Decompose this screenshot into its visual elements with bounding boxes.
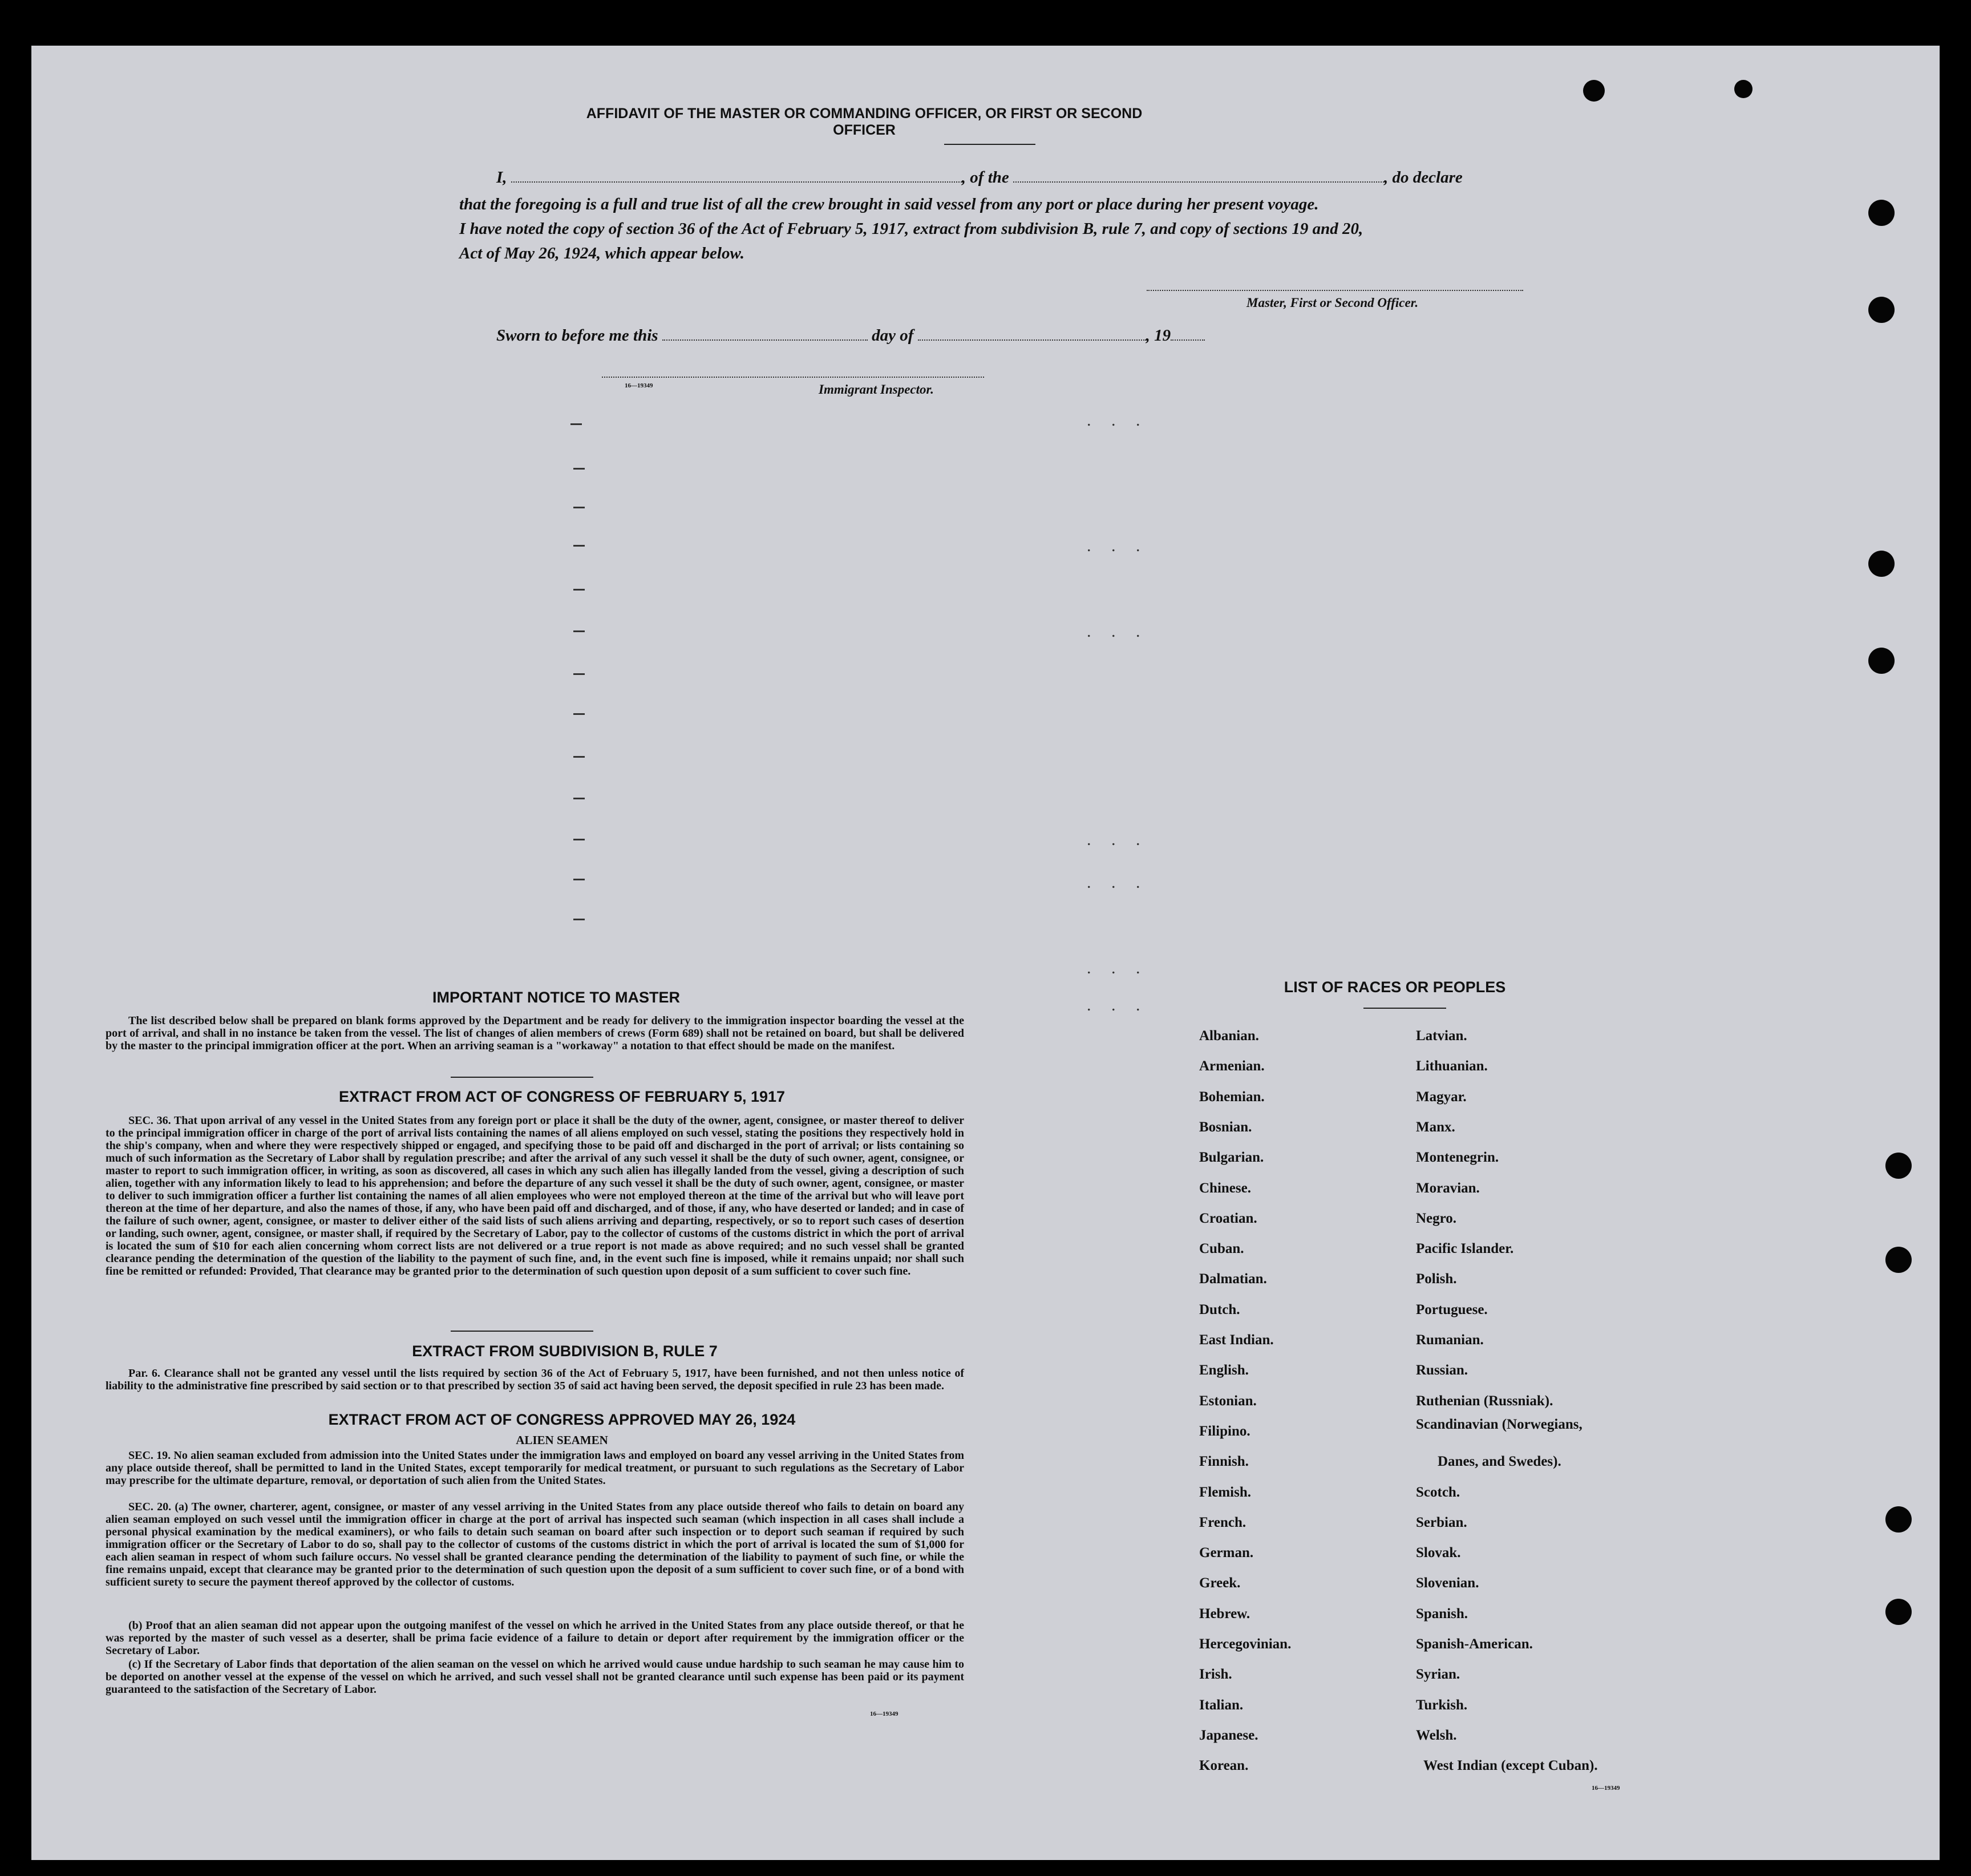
race-item: Hebrew. xyxy=(1199,1606,1250,1622)
affidavit-line-2: that the foregoing is a full and true list of all the crew brought in said vessel from any port or place during her present voyage. xyxy=(459,195,1319,213)
affidavit-line-1 xyxy=(496,168,1580,187)
notice-heading: IMPORTANT NOTICE TO MASTER xyxy=(432,989,680,1006)
punch-hole xyxy=(1885,1153,1912,1179)
race-item: Finnish. xyxy=(1199,1454,1249,1470)
declarant-name-field[interactable] xyxy=(511,181,962,183)
master-signature-label: Master, First or Second Officer. xyxy=(1246,296,1419,310)
sworn-label: Sworn to before me this xyxy=(496,326,658,345)
race-item: Greek. xyxy=(1199,1575,1241,1591)
vessel-name-field[interactable] xyxy=(1013,181,1384,183)
affidavit-line-4: Act of May 26, 1924, which appear below. xyxy=(459,244,744,262)
punch-hole xyxy=(1885,1506,1912,1533)
blank-mark xyxy=(573,507,585,508)
race-item: English. xyxy=(1199,1362,1249,1378)
blank-mark: . . . xyxy=(1087,830,1148,849)
race-item: Dutch. xyxy=(1199,1301,1240,1317)
race-item: Spanish-American. xyxy=(1416,1636,1533,1652)
race-item: Hercegovinian. xyxy=(1199,1636,1292,1652)
affidavit-line-3: I have noted the copy of section 36 of the Act of February 5, 1917, extract from subdivision B, rule 7, and copy of sections 19 and 20, xyxy=(459,220,1363,238)
race-item: Filipino. xyxy=(1199,1423,1250,1439)
declare-label: , do declare xyxy=(1384,168,1463,187)
race-item: Lithuanian. xyxy=(1416,1058,1488,1074)
blank-mark xyxy=(573,545,585,547)
extract-1924-subheading: ALIEN SEAMEN xyxy=(516,1433,608,1447)
blank-mark xyxy=(573,713,585,715)
sworn-day-field[interactable] xyxy=(662,339,868,341)
form-number: 16—19349 xyxy=(870,1711,899,1717)
race-item: Cuban. xyxy=(1199,1241,1244,1257)
race-item: Bosnian. xyxy=(1199,1119,1252,1135)
blank-mark: . . . xyxy=(1087,411,1148,430)
race-item: Spanish. xyxy=(1416,1606,1468,1622)
blank-mark xyxy=(573,589,585,591)
affidavit-title: AFFIDAVIT OF THE MASTER OR COMMANDING OFFICER, OR FIRST OR SECOND OFFICER xyxy=(586,106,1143,138)
race-item: Albanian. xyxy=(1199,1028,1259,1044)
race-item: Serbian. xyxy=(1416,1514,1467,1530)
blank-mark xyxy=(573,630,585,632)
blank-mark xyxy=(573,673,585,675)
race-item: Scotch. xyxy=(1416,1484,1460,1500)
race-item: Armenian. xyxy=(1199,1058,1265,1074)
blank-mark: . . . xyxy=(1087,996,1148,1014)
blank-mark xyxy=(573,468,585,470)
race-item: Italian. xyxy=(1199,1697,1244,1713)
race-item: Syrian. xyxy=(1416,1667,1460,1683)
sworn-month-field[interactable] xyxy=(918,339,1146,341)
inspector-signature-field[interactable] xyxy=(602,377,984,378)
race-item: Rumanian. xyxy=(1416,1332,1484,1348)
punch-hole xyxy=(1885,1599,1912,1625)
blank-mark xyxy=(570,423,582,425)
sec19-body: SEC. 19. No alien seaman excluded from admission into the United States under the immigration laws and employed on board any vessel arriving in the United States from any place outside thereof, shall be permitted to land in the United States, except temporarily for medical treatment, or pursuant to such regulations as the Secretary of Labor may prescribe for the ultimate departure, removal, or deportation of such alien from the United States. xyxy=(106,1449,964,1487)
race-item: Korean. xyxy=(1199,1758,1249,1774)
blank-mark: . . . xyxy=(1087,873,1148,892)
sec20a-body: SEC. 20. (a) The owner, charterer, agent, consignee, or master of any vessel arriving in the United States from any place outside thereof who fails to detain on board any alien seaman employed on such vessel until the immigration officer in charge at the port of arrival has inspected such seaman (which inspection in all cases shall include a personal physical examination by the medical examiners), or who fails to detain such seaman on board after such inspection or to deport such seaman if required by such immigration officer or the Secretary of Labor to do so, shall pay to the collector of customs of the customs district in which the port of arrival is located the sum of $1,000 for each alien seaman in respect of whom such failure occurs. No vessel shall be granted clearance pending the determination of the liability to payment of such fine, or while the fine remains unpaid, except that clearance may be granted prior to the determination of such question upon the deposit of a sum sufficient to cover such fine, or of a bond with sufficient surety to secure the payment thereof approved by the collector of customs. xyxy=(106,1501,964,1588)
race-item: Dalmatian. xyxy=(1199,1271,1267,1287)
race-item: Irish. xyxy=(1199,1667,1232,1683)
form-number: 16—19349 xyxy=(1592,1785,1620,1792)
race-item: Croatian. xyxy=(1199,1210,1257,1226)
race-item: Slovak. xyxy=(1416,1545,1461,1561)
section-divider xyxy=(451,1077,593,1078)
sworn-line xyxy=(496,326,1352,345)
blank-mark xyxy=(573,798,585,799)
race-item: East Indian. xyxy=(1199,1332,1274,1348)
blank-mark: . . . xyxy=(1087,959,1148,977)
punch-hole xyxy=(1868,297,1895,323)
race-item: French. xyxy=(1199,1514,1246,1530)
year-label: , 19 xyxy=(1146,326,1171,345)
extract-1917-body: SEC. 36. That upon arrival of any vessel in the United States from any foreign port or place it shall be the duty of the owner, agent, consignee, or master thereof to deliver to the principal immigration officer in charge of the port of arrival lists containing the names of all aliens employed on such vessel, stating the positions they respectively hold in the ship's company, when and where they were respectively shipped or engaged, and specifying those to be paid off and discharged in the port of arrival; or lists containing so much of such information as the Secretary of Labor shall by regulation prescribe; and after the arrival of any such vessel it shall be the duty of such owner, agent, consignee, or master to report to such immigration officer, in writing, as soon as discovered, all cases in which any such alien has illegally landed from the vessel, giving a description of such alien, together with any information likely to lead to his apprehension; and before the departure of any such vessel it shall be the duty of such owner, agent, consignee, or master to deliver to such immigration officer a further list containing the names of all alien employees who were not employed thereon at the time of the arrival but who will leave port thereon at the time of her departure, and also the names of those, if any, who have been paid off and discharged, and of those, if any, who have deserted or landed; and in case of the failure of such owner, agent, consignee, or master to deliver either of the said lists of such aliens arriving and departing, respectively, or so to report such cases of desertion or landing, such owner, agent, consignee, or master shall, if required by the Secretary of Labor, pay to the collector of customs of the customs district in which the port of arrival is located the sum of $10 for each alien concerning whom correct lists are not delivered or a true report is not made as above required; and no such vessel shall be granted clearance pending the determination of the question of the liability to the payment of such fine, and, in the event such fine is imposed, while it remains unpaid; nor shall such fine be remitted or refunded: Provided, That clearance may be granted prior to the determination of such question upon deposit of a sum sufficient to cover such fine. xyxy=(106,1114,964,1277)
sworn-year-field[interactable] xyxy=(1171,339,1205,341)
punch-hole xyxy=(1868,200,1895,226)
blank-mark: . . . xyxy=(1087,622,1148,641)
punch-hole xyxy=(1885,1247,1912,1273)
punch-hole xyxy=(1868,648,1895,674)
races-heading-underline xyxy=(1363,1008,1446,1009)
race-item: Portuguese. xyxy=(1416,1301,1488,1317)
sec20c-body: (c) If the Secretary of Labor finds that deportation of the alien seaman on the vessel on which he arrived would cause undue hardship to such seaman he may cause him to be deported on another vessel at the expense of the vessel on which he arrived, and such vessel shall not be granted clearance until such expense has been paid or its payment guaranteed to the satisfaction of the Secretary of Labor. xyxy=(106,1658,964,1696)
race-item: German. xyxy=(1199,1545,1254,1561)
race-item: Ruthenian (Russniak). xyxy=(1416,1393,1553,1409)
race-item: Bohemian. xyxy=(1199,1089,1265,1105)
race-item: Bulgarian. xyxy=(1199,1150,1264,1166)
punch-hole xyxy=(1583,80,1605,102)
race-item: Negro. xyxy=(1416,1210,1457,1226)
race-item: Moravian. xyxy=(1416,1180,1480,1196)
races-heading: LIST OF RACES OR PEOPLES xyxy=(1284,979,1506,996)
punch-hole xyxy=(1868,551,1895,577)
day-of-label: day of xyxy=(872,326,914,345)
extract-1917-heading: EXTRACT FROM ACT OF CONGRESS OF FEBRUARY 5, 1917 xyxy=(338,1088,786,1105)
section-divider xyxy=(451,1331,593,1332)
blank-mark xyxy=(573,879,585,880)
of-the-label: , of the xyxy=(961,168,1009,187)
race-item: Chinese. xyxy=(1199,1180,1251,1196)
race-item: Turkish. xyxy=(1416,1697,1468,1713)
race-item: Estonian. xyxy=(1199,1393,1257,1409)
form-sheet xyxy=(31,46,1940,1860)
race-item-scandinavian-continued: Danes, and Swedes). xyxy=(1438,1454,1561,1469)
blank-mark xyxy=(573,919,585,920)
notice-body: The list described below shall be prepared on blank forms approved by the Department and be ready for delivery to the immigration inspector boarding the vessel at the port of arrival, and shall in no instance be taken from the vessel. The list of changes of alien members of crews (Form 689) shall not be retained on board, but shall be delivered by the master to the principal immigration officer at the port. When an arriving seaman is a "workaway" a notation to that effect should be made on the manifest. xyxy=(106,1014,964,1052)
extract-1924-heading: EXTRACT FROM ACT OF CONGRESS APPROVED MAY 26, 1924 xyxy=(328,1411,796,1428)
race-item: Welsh. xyxy=(1416,1727,1457,1743)
race-item: Scandinavian (Norwegians, xyxy=(1416,1416,1583,1432)
race-item: Pacific Islander. xyxy=(1416,1241,1514,1257)
rule7-heading: EXTRACT FROM SUBDIVISION B, RULE 7 xyxy=(412,1343,718,1360)
race-item: Japanese. xyxy=(1199,1727,1258,1743)
form-number: 16—19349 xyxy=(625,382,653,389)
race-item: Polish. xyxy=(1416,1271,1457,1287)
race-item: Russian. xyxy=(1416,1362,1468,1378)
sec20b-body: (b) Proof that an alien seaman did not appear upon the outgoing manifest of the vessel on which he arrived in the United States from any place outside thereof, or that he was reported by the master of such vessel as a deserter, shall be prima facie evidence of a failure to detain or deport after requirement by the immigration officer or the Secretary of Labor. xyxy=(106,1619,964,1657)
race-item: Latvian. xyxy=(1416,1028,1467,1044)
punch-hole xyxy=(1734,80,1753,98)
race-item: West Indian (except Cuban). xyxy=(1423,1758,1598,1774)
race-item: Flemish. xyxy=(1199,1484,1251,1500)
inspector-label: Immigrant Inspector. xyxy=(819,382,934,397)
race-item: Magyar. xyxy=(1416,1089,1467,1105)
blank-mark xyxy=(573,839,585,840)
rule7-body: Par. 6. Clearance shall not be granted any vessel until the lists required by section 36 of the Act of February 5, 1917, have been furnished, and not then unless notice of liability to the administrative fine prescribed by said section or to that prescribed by section 35 of said act having been served, the deposit specified in rule 23 has been made. xyxy=(106,1367,964,1392)
blank-mark xyxy=(573,756,585,758)
race-item: Manx. xyxy=(1416,1119,1455,1135)
declarant-prefix: I, xyxy=(496,168,507,187)
title-underline xyxy=(944,144,1035,145)
race-item: Montenegrin. xyxy=(1416,1150,1499,1166)
race-item: Slovenian. xyxy=(1416,1575,1479,1591)
master-signature-field[interactable] xyxy=(1147,290,1523,291)
blank-mark: . . . xyxy=(1087,536,1148,555)
